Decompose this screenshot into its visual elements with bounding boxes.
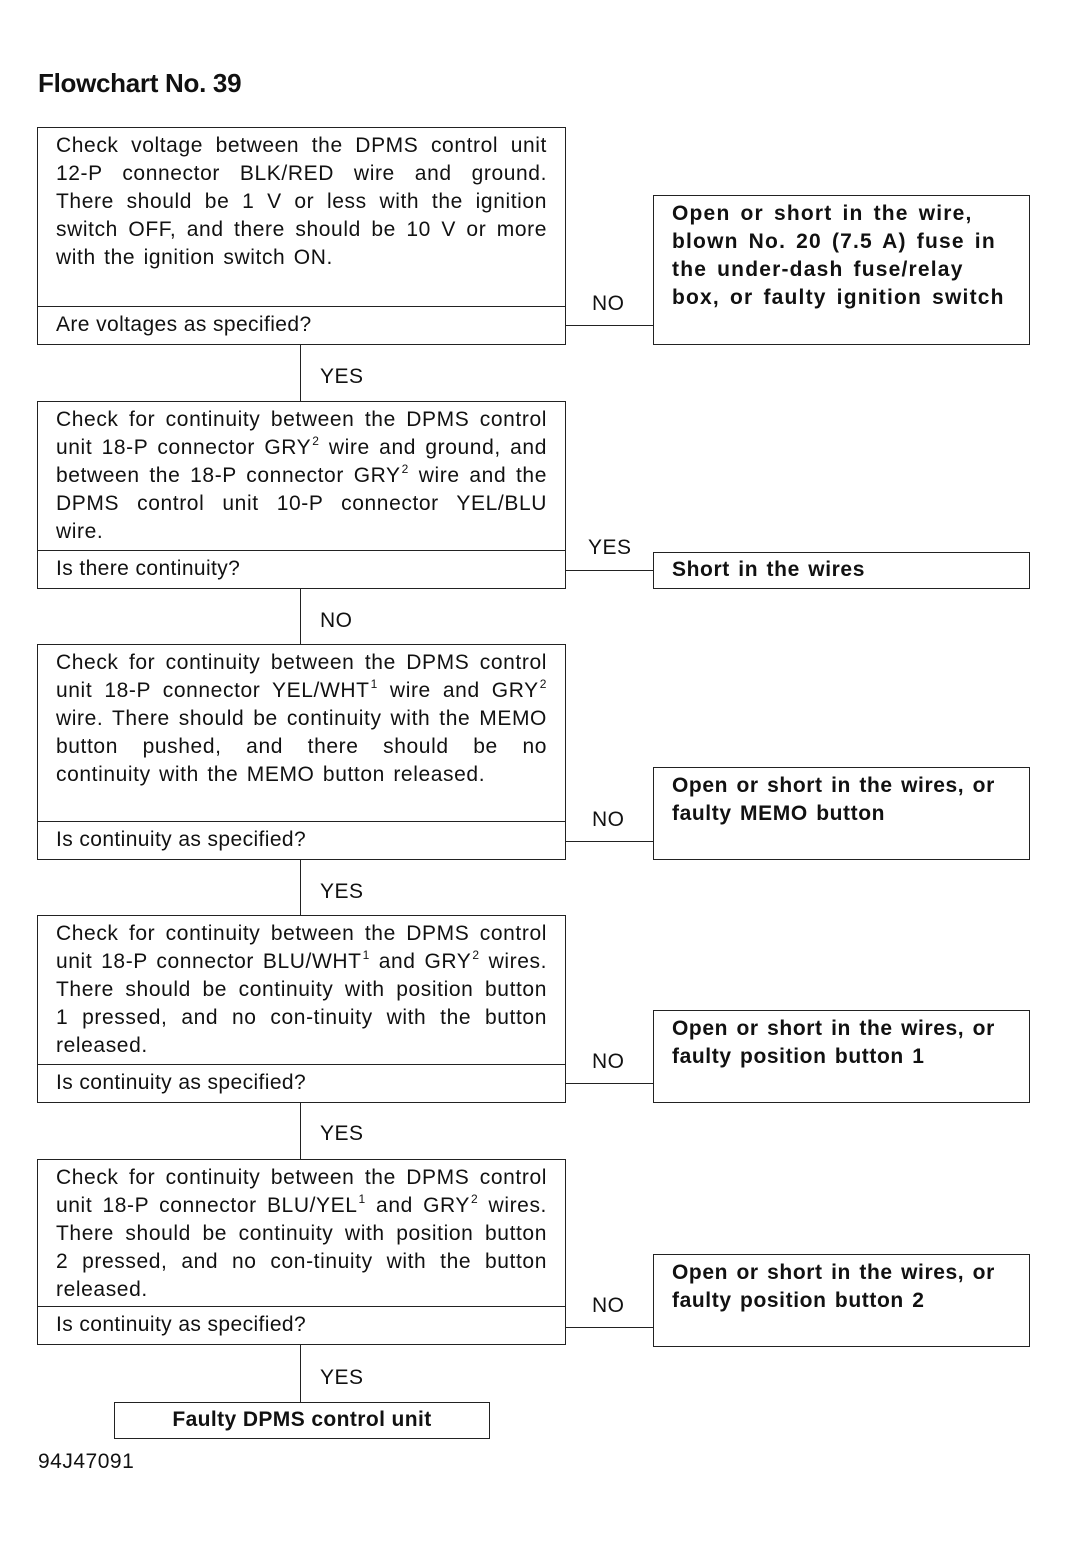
- step-5-box: [37, 1159, 566, 1345]
- step-3-continue-label: YES: [320, 880, 364, 903]
- step-5-continue-label: YES: [320, 1366, 364, 1389]
- step-2-continue-label: NO: [320, 609, 353, 632]
- step-2-box: [37, 401, 566, 589]
- step-5-result-box: Open or short in the wires, or faulty position button 2: [653, 1254, 1030, 1347]
- step-4-continue-connector: [300, 1103, 301, 1159]
- flowchart-title: Flowchart No. 39: [38, 68, 242, 98]
- step-1-continue-connector: [300, 345, 301, 401]
- step-4-continue-label: YES: [320, 1122, 364, 1145]
- step-2-branch-label: YES: [588, 536, 632, 559]
- step-3-continue-connector: [300, 860, 301, 915]
- step-1-branch-connector: [566, 325, 654, 326]
- step-5-continue-connector: [300, 1345, 301, 1402]
- step-4-branch-connector: [566, 1083, 654, 1084]
- step-4-question: Is continuity as specified?: [38, 1064, 565, 1102]
- step-4-branch-label: NO: [592, 1050, 625, 1073]
- step-3-question: Is continuity as specified?: [38, 821, 565, 859]
- step-4-result-box: Open or short in the wires, or faulty position button 1: [653, 1010, 1030, 1103]
- step-1-box: [37, 127, 566, 345]
- step-5-question: Is continuity as specified?: [38, 1306, 565, 1344]
- step-1-question: Are voltages as specified?: [38, 306, 565, 344]
- figure-code: 94J47091: [38, 1450, 135, 1473]
- step-5-text: Check for continuity between the DPMS control unit 18-P connector BLU/YEL$^1$ and GRY$^2$ wires. There should be continuity with position button 2 pressed, and no con-tinuity with the button released.: [56, 1166, 547, 1301]
- step-1-text: Check voltage between the DPMS control unit 12-P connector BLK/RED wire and ground. There should be 1 V or less with the ignition switch OFF, and there should be 10 V or more with the ignition switch ON.: [56, 134, 547, 269]
- step-3-result-box: Open or short in the wires, or faulty MEMO button: [653, 767, 1030, 860]
- step-3-branch-connector: [566, 841, 654, 842]
- step-3-box: [37, 644, 566, 860]
- step-5-branch-label: NO: [592, 1294, 625, 1317]
- step-1-continue-label: YES: [320, 365, 364, 388]
- step-3-text: Check for continuity between the DPMS control unit 18-P connector YEL/WHT$^1$ wire and GRY$^2$ wire. There should be continuity with the MEMO button pushed, and there should be no continuity with the MEMO button released.: [56, 651, 547, 786]
- final-result-box: Faulty DPMS control unit: [114, 1402, 490, 1439]
- step-1-result-box: Open or short in the wire, blown No. 20 (7.5 A) fuse in the under-dash fuse/relay box, or faulty ignition switch: [653, 195, 1030, 345]
- step-2-continue-connector: [300, 589, 301, 644]
- step-2-question: Is there continuity?: [38, 550, 565, 588]
- step-2-branch-connector: [566, 570, 654, 571]
- step-2-text: Check for continuity between the DPMS control unit 18-P connector GRY$^2$ wire and ground, and between the 18-P connector GRY$^2$ wire and the DPMS control unit 10-P connector YEL/BLU wire.: [56, 408, 547, 543]
- step-5-branch-connector: [566, 1327, 654, 1328]
- step-2-result-box: Short in the wires: [653, 552, 1030, 589]
- step-4-text: Check for continuity between the DPMS control unit 18-P connector BLU/WHT$^1$ and GRY$^2$ wires. There should be continuity with position button 1 pressed, and no con-tinuity with the button released.: [56, 922, 548, 1057]
- step-4-box: [37, 915, 566, 1103]
- step-3-branch-label: NO: [592, 808, 625, 831]
- step-1-branch-label: NO: [592, 292, 625, 315]
